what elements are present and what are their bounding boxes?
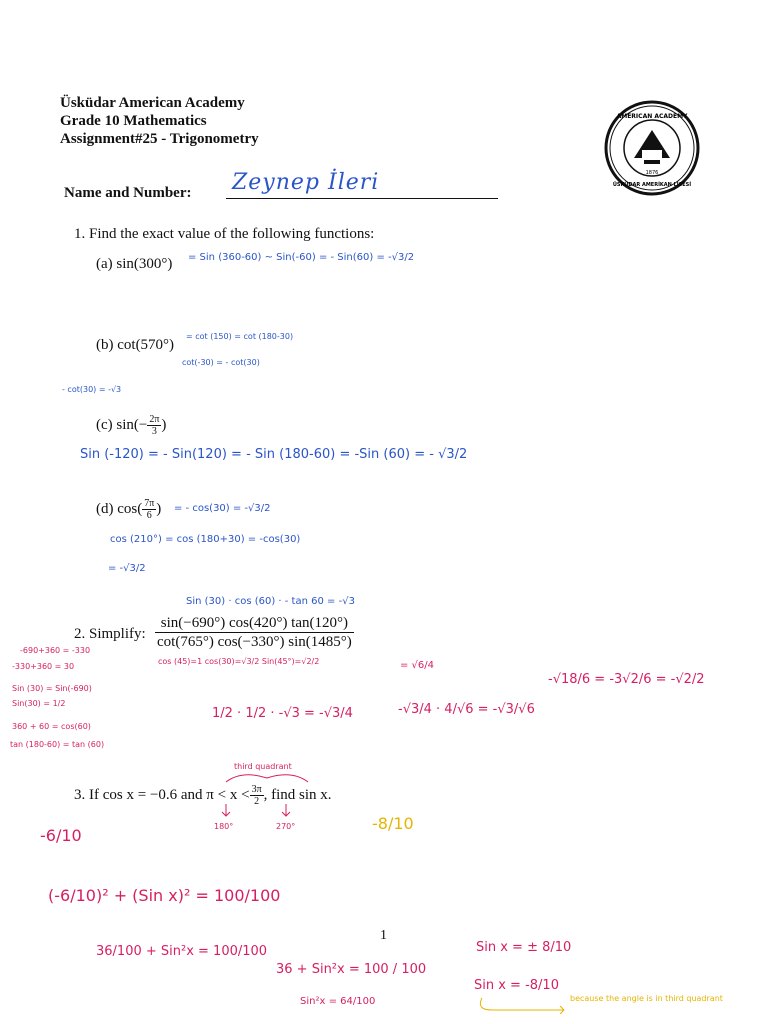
name-line [226,198,498,199]
q2-note-4: Sin(30) = 1/2 [12,699,66,708]
q1c-label: (c) sin(− $\frac{2\pi}{3}$ ) [96,414,167,437]
q1d-fraction: $\frac{7\pi}{6}$ [144,498,155,521]
q1d-work-3: = -√3/2 [108,563,146,574]
q3-identity: (-6/10)² + (Sin x)² = 100/100 [48,886,281,905]
q3-eq-4: Sin²x = 64/100 [300,996,376,1007]
page-number: 1 [380,928,387,943]
q1-prompt: 1. Find the exact value of the following functions: [74,226,375,242]
q2-step-2: -√3/4 · 4/√6 = -√3/√6 [398,702,535,717]
q2-product: 1/2 · 1/2 · -√3 = -√3/4 [212,706,353,721]
assignment-title: Assignment#25 - Trigonometry [60,131,259,147]
q1c-work: Sin (-120) = - Sin(120) = - Sin (180-60) = -Sin (60) = - √3/2 [80,447,468,462]
q3-because-note: because the angle is in third quadrant [570,994,723,1003]
q2-fraction: $\frac{\sin(-690^\circ) \cos(420^\circ) \tan(120^\circ)}{\cot(765^\circ) \cos(-330^\circ) \sin(1485^\circ)}$ [157,615,352,650]
q3-answer: -8/10 [372,814,414,833]
q1b-work-1: = cot (150) = cot (180-30) [186,332,294,341]
q2-result: -√18/6 = -3√2/6 = -√2/2 [548,672,705,687]
svg-text:ÜSKÜDAR AMERİKAN LİSESİ: ÜSKÜDAR AMERİKAN LİSESİ [612,182,692,188]
q1c-fraction: $\frac{2\pi}{3}$ [149,414,160,437]
q2-work-top: Sin (30) · cos (60) · - tan 60 = -√3 [186,596,355,607]
q1a-label: (a) sin(300°) [96,256,173,272]
q2-note-3: Sin (30) = Sin(-690) [12,684,92,693]
q3-label: 3. If cos x = −0.6 and π < x < $\frac{3\pi}{2}$ , find sin x. [74,784,332,807]
q3-cos-fraction: -6/10 [40,826,82,845]
q3-eq-3: 36 + Sin²x = 100 / 100 [276,962,427,977]
q1b-work-2: cot(-30) = - cot(30) [182,358,260,367]
q3-fraction: $\frac{3\pi}{2}$ [251,784,262,807]
q2-work-under: cos (45)=1 cos(30)=√3/2 Sin(45°)=√2/2 [158,657,320,666]
q2-expression [155,614,354,651]
course-name: Grade 10 Mathematics [60,113,207,129]
q2-label: 2. Simplify: [74,626,146,642]
q3-because-arrow [472,996,572,1014]
q1d-work-2: cos (210°) = cos (180+30) = -cos(30) [110,534,301,545]
q3-bracket-arc [222,770,312,784]
q1d-label: (d) cos( $\frac{7\pi}{6}$ ) [96,498,162,521]
q1b-label: (b) cot(570°) [96,337,175,353]
q1a-work: = Sin (360-60) ~ Sin(-60) = - Sin(60) = -√3/2 [188,252,415,263]
q1d-work-1: = - cos(30) = -√3/2 [174,503,271,514]
q3-sinx-2: Sin x = -8/10 [474,978,559,993]
school-seal-logo [604,100,700,196]
school-name: Üsküdar American Academy [60,95,245,111]
q1b-work-3: - cot(30) = -√3 [62,385,122,394]
q2-note-6: tan (180-60) = tan (60) [10,740,105,749]
svg-text:1876: 1876 [645,170,659,176]
name-label: Name and Number: [64,185,192,201]
q2-note-2: -330+360 = 30 [12,662,75,671]
q3-deg-180: 180° [214,822,234,831]
student-name-handwritten[interactable]: Zeynep İleri [232,170,380,195]
q3-arrows [218,802,298,818]
q2-note-5: 360 + 60 = cos(60) [12,722,91,731]
q2-step-1: = √6/4 [400,660,435,671]
q3-eq-2: 36/100 + Sin²x = 100/100 [96,944,268,959]
q2-note-1: -690+360 = -330 [20,646,91,655]
svg-text:AMERICAN ACADEMY: AMERICAN ACADEMY [616,113,688,120]
q3-deg-270: 270° [276,822,296,831]
q3-quadrant-note: third quadrant [234,762,292,771]
q3-sinx-1: Sin x = ± 8/10 [476,940,572,955]
